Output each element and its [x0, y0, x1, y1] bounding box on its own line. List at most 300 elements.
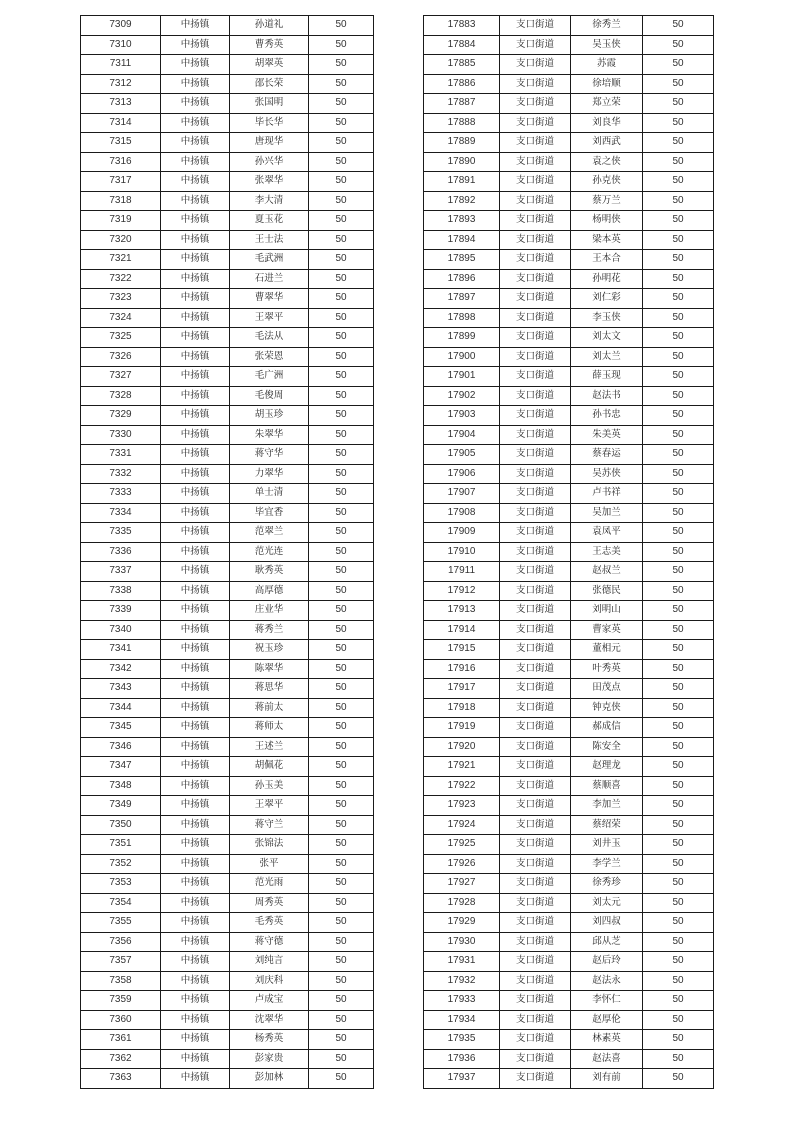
- town-cell: 支口街道: [500, 1069, 571, 1089]
- town-cell: 支口街道: [500, 854, 571, 874]
- name-cell: 郑立荣: [571, 94, 643, 114]
- town-cell: 中扬镇: [161, 581, 230, 601]
- table-row: [81, 854, 374, 874]
- name-cell: 杨秀英: [230, 1030, 309, 1050]
- name-cell: 赵法喜: [571, 1049, 643, 1069]
- town-cell: 中扬镇: [161, 250, 230, 270]
- amount-cell: 50: [309, 1069, 374, 1089]
- id-cell: 7357: [81, 952, 161, 972]
- id-cell: 17936: [424, 1049, 500, 1069]
- table-row: [81, 503, 374, 523]
- amount-cell: 50: [309, 601, 374, 621]
- table-row: [424, 562, 714, 582]
- table-row: [424, 328, 714, 348]
- table-row: [424, 484, 714, 504]
- id-cell: 17897: [424, 289, 500, 309]
- amount-cell: 50: [309, 308, 374, 328]
- town-cell: 支口街道: [500, 523, 571, 543]
- table-row: [81, 211, 374, 231]
- id-cell: 17914: [424, 620, 500, 640]
- id-cell: 17923: [424, 796, 500, 816]
- name-cell: 彭家贵: [230, 1049, 309, 1069]
- name-cell: 蒋守兰: [230, 815, 309, 835]
- town-cell: 支口街道: [500, 464, 571, 484]
- town-cell: 支口街道: [500, 620, 571, 640]
- id-cell: 7362: [81, 1049, 161, 1069]
- amount-cell: 50: [309, 737, 374, 757]
- town-cell: 支口街道: [500, 971, 571, 991]
- name-cell: 叶秀英: [571, 659, 643, 679]
- id-cell: 17928: [424, 893, 500, 913]
- name-cell: 赵法书: [571, 386, 643, 406]
- amount-cell: 50: [643, 328, 714, 348]
- amount-cell: 50: [643, 55, 714, 75]
- amount-cell: 50: [309, 328, 374, 348]
- table-row: [424, 991, 714, 1011]
- amount-cell: 50: [309, 289, 374, 309]
- id-cell: 17934: [424, 1010, 500, 1030]
- table-row: [81, 542, 374, 562]
- id-cell: 17925: [424, 835, 500, 855]
- name-cell: 梁本英: [571, 230, 643, 250]
- name-cell: 张平: [230, 854, 309, 874]
- town-cell: 支口街道: [500, 191, 571, 211]
- table-row: [81, 152, 374, 172]
- amount-cell: 50: [309, 211, 374, 231]
- town-cell: 支口街道: [500, 35, 571, 55]
- amount-cell: 50: [643, 386, 714, 406]
- town-cell: 中扬镇: [161, 757, 230, 777]
- town-cell: 中扬镇: [161, 55, 230, 75]
- table-row: [424, 932, 714, 952]
- name-cell: 徐秀兰: [571, 16, 643, 36]
- table-row: [424, 601, 714, 621]
- table-row: [81, 464, 374, 484]
- amount-cell: 50: [309, 796, 374, 816]
- id-cell: 7318: [81, 191, 161, 211]
- name-cell: 李玉侠: [571, 308, 643, 328]
- id-cell: 7313: [81, 94, 161, 114]
- town-cell: 支口街道: [500, 250, 571, 270]
- id-cell: 17892: [424, 191, 500, 211]
- amount-cell: 50: [643, 347, 714, 367]
- town-cell: 中扬镇: [161, 386, 230, 406]
- table-row: [424, 464, 714, 484]
- table-row: [81, 16, 374, 36]
- id-cell: 17931: [424, 952, 500, 972]
- amount-cell: 50: [643, 698, 714, 718]
- town-cell: 中扬镇: [161, 1049, 230, 1069]
- id-cell: 7349: [81, 796, 161, 816]
- id-cell: 7332: [81, 464, 161, 484]
- table-row: [81, 581, 374, 601]
- table-row: [81, 230, 374, 250]
- amount-cell: 50: [643, 172, 714, 192]
- town-cell: 中扬镇: [161, 347, 230, 367]
- town-cell: 中扬镇: [161, 328, 230, 348]
- table-row: [81, 1049, 374, 1069]
- id-cell: 7339: [81, 601, 161, 621]
- amount-cell: 50: [643, 523, 714, 543]
- name-cell: 单士清: [230, 484, 309, 504]
- id-cell: 7323: [81, 289, 161, 309]
- id-cell: 7334: [81, 503, 161, 523]
- name-cell: 张国明: [230, 94, 309, 114]
- table-row: [424, 542, 714, 562]
- name-cell: 刘有前: [571, 1069, 643, 1089]
- amount-cell: 50: [309, 94, 374, 114]
- name-cell: 钟克侠: [571, 698, 643, 718]
- table-row: [81, 952, 374, 972]
- amount-cell: 50: [643, 581, 714, 601]
- table-row: [424, 289, 714, 309]
- table-row: [424, 230, 714, 250]
- id-cell: 7351: [81, 835, 161, 855]
- name-cell: 苏霞: [571, 55, 643, 75]
- town-cell: 支口街道: [500, 952, 571, 972]
- town-cell: 中扬镇: [161, 308, 230, 328]
- town-cell: 中扬镇: [161, 601, 230, 621]
- table-row: [81, 971, 374, 991]
- name-cell: 卢书祥: [571, 484, 643, 504]
- name-cell: 沈翠华: [230, 1010, 309, 1030]
- name-cell: 蒋守华: [230, 445, 309, 465]
- table-row: [81, 679, 374, 699]
- name-cell: 陈翠华: [230, 659, 309, 679]
- town-cell: 支口街道: [500, 425, 571, 445]
- id-cell: 7328: [81, 386, 161, 406]
- id-cell: 17924: [424, 815, 500, 835]
- town-cell: 中扬镇: [161, 620, 230, 640]
- name-cell: 卢成宝: [230, 991, 309, 1011]
- amount-cell: 50: [309, 562, 374, 582]
- table-row: [424, 172, 714, 192]
- name-cell: 蒋思华: [230, 679, 309, 699]
- id-cell: 17929: [424, 913, 500, 933]
- town-cell: 中扬镇: [161, 152, 230, 172]
- name-cell: 毕宜香: [230, 503, 309, 523]
- name-cell: 王翠平: [230, 796, 309, 816]
- id-cell: 7315: [81, 133, 161, 153]
- town-cell: 支口街道: [500, 406, 571, 426]
- id-cell: 17915: [424, 640, 500, 660]
- town-cell: 支口街道: [500, 640, 571, 660]
- name-cell: 祝玉珍: [230, 640, 309, 660]
- id-cell: 7327: [81, 367, 161, 387]
- amount-cell: 50: [643, 1049, 714, 1069]
- table-row: [81, 250, 374, 270]
- amount-cell: 50: [643, 854, 714, 874]
- name-cell: 蒋师太: [230, 718, 309, 738]
- name-cell: 蔡万兰: [571, 191, 643, 211]
- amount-cell: 50: [643, 913, 714, 933]
- town-cell: 支口街道: [500, 367, 571, 387]
- town-cell: 中扬镇: [161, 484, 230, 504]
- name-cell: 赵叔兰: [571, 562, 643, 582]
- amount-cell: 50: [309, 932, 374, 952]
- name-cell: 耿秀英: [230, 562, 309, 582]
- table-row: [81, 308, 374, 328]
- table-row: [81, 835, 374, 855]
- id-cell: 7345: [81, 718, 161, 738]
- table-row: [424, 523, 714, 543]
- name-cell: 郝成信: [571, 718, 643, 738]
- table-row: [424, 35, 714, 55]
- table-row: [424, 445, 714, 465]
- amount-cell: 50: [309, 74, 374, 94]
- town-cell: 中扬镇: [161, 16, 230, 36]
- town-cell: 中扬镇: [161, 796, 230, 816]
- table-row: [81, 776, 374, 796]
- table-row: [424, 737, 714, 757]
- amount-cell: 50: [643, 503, 714, 523]
- name-cell: 张锦法: [230, 835, 309, 855]
- amount-cell: 50: [643, 230, 714, 250]
- town-cell: 支口街道: [500, 893, 571, 913]
- amount-cell: 50: [309, 835, 374, 855]
- amount-cell: 50: [309, 991, 374, 1011]
- id-cell: 7356: [81, 932, 161, 952]
- town-cell: 中扬镇: [161, 1069, 230, 1089]
- town-cell: 中扬镇: [161, 562, 230, 582]
- table-row: [424, 269, 714, 289]
- amount-cell: 50: [309, 913, 374, 933]
- table-row: [81, 757, 374, 777]
- amount-cell: 50: [309, 620, 374, 640]
- table-row: [424, 211, 714, 231]
- town-cell: 支口街道: [500, 347, 571, 367]
- id-cell: 7341: [81, 640, 161, 660]
- table-row: [81, 1069, 374, 1089]
- id-cell: 7359: [81, 991, 161, 1011]
- id-cell: 7353: [81, 874, 161, 894]
- id-cell: 17917: [424, 679, 500, 699]
- table-row: [81, 347, 374, 367]
- id-cell: 7335: [81, 523, 161, 543]
- name-cell: 刘太元: [571, 893, 643, 913]
- table-row: [81, 269, 374, 289]
- name-cell: 朱美英: [571, 425, 643, 445]
- amount-cell: 50: [309, 172, 374, 192]
- amount-cell: 50: [309, 464, 374, 484]
- amount-cell: 50: [309, 854, 374, 874]
- amount-cell: 50: [643, 1069, 714, 1089]
- name-cell: 王本合: [571, 250, 643, 270]
- name-cell: 高厚德: [230, 581, 309, 601]
- town-cell: 支口街道: [500, 776, 571, 796]
- amount-cell: 50: [309, 698, 374, 718]
- amount-cell: 50: [643, 620, 714, 640]
- amount-cell: 50: [309, 640, 374, 660]
- town-cell: 中扬镇: [161, 445, 230, 465]
- id-cell: 17890: [424, 152, 500, 172]
- amount-cell: 50: [309, 230, 374, 250]
- id-cell: 17893: [424, 211, 500, 231]
- town-cell: 支口街道: [500, 503, 571, 523]
- town-cell: 中扬镇: [161, 932, 230, 952]
- amount-cell: 50: [643, 445, 714, 465]
- town-cell: 中扬镇: [161, 113, 230, 133]
- id-cell: 17887: [424, 94, 500, 114]
- name-cell: 毛法从: [230, 328, 309, 348]
- id-cell: 7354: [81, 893, 161, 913]
- town-cell: 支口街道: [500, 211, 571, 231]
- town-cell: 中扬镇: [161, 289, 230, 309]
- name-cell: 毛俊周: [230, 386, 309, 406]
- town-cell: 中扬镇: [161, 172, 230, 192]
- id-cell: 17932: [424, 971, 500, 991]
- amount-cell: 50: [643, 113, 714, 133]
- id-cell: 7342: [81, 659, 161, 679]
- amount-cell: 50: [309, 523, 374, 543]
- id-cell: 17926: [424, 854, 500, 874]
- town-cell: 支口街道: [500, 1010, 571, 1030]
- name-cell: 张荣恩: [230, 347, 309, 367]
- name-cell: 孙明花: [571, 269, 643, 289]
- town-cell: 中扬镇: [161, 191, 230, 211]
- amount-cell: 50: [309, 503, 374, 523]
- id-cell: 17904: [424, 425, 500, 445]
- table-row: [424, 874, 714, 894]
- town-cell: 中扬镇: [161, 718, 230, 738]
- amount-cell: 50: [643, 1010, 714, 1030]
- amount-cell: 50: [643, 367, 714, 387]
- amount-cell: 50: [643, 971, 714, 991]
- id-cell: 17911: [424, 562, 500, 582]
- amount-cell: 50: [309, 1049, 374, 1069]
- table-row: [424, 1069, 714, 1089]
- table-row: [81, 932, 374, 952]
- table-row: [424, 835, 714, 855]
- amount-cell: 50: [643, 191, 714, 211]
- table-row: [81, 289, 374, 309]
- table-row: [81, 620, 374, 640]
- table-row: [81, 718, 374, 738]
- amount-cell: 50: [643, 659, 714, 679]
- id-cell: 7340: [81, 620, 161, 640]
- table-row: [81, 815, 374, 835]
- table-row: [81, 113, 374, 133]
- amount-cell: 50: [309, 55, 374, 75]
- name-cell: 孙书忠: [571, 406, 643, 426]
- amount-cell: 50: [643, 464, 714, 484]
- town-cell: 支口街道: [500, 698, 571, 718]
- table-row: [81, 386, 374, 406]
- id-cell: 7355: [81, 913, 161, 933]
- id-cell: 7329: [81, 406, 161, 426]
- name-cell: 蒋守德: [230, 932, 309, 952]
- amount-cell: 50: [309, 386, 374, 406]
- table-row: [424, 620, 714, 640]
- town-cell: 中扬镇: [161, 659, 230, 679]
- town-cell: 支口街道: [500, 484, 571, 504]
- name-cell: 林素英: [571, 1030, 643, 1050]
- table-row: [424, 1010, 714, 1030]
- name-cell: 刘太文: [571, 328, 643, 348]
- name-cell: 刘四叔: [571, 913, 643, 933]
- name-cell: 王志美: [571, 542, 643, 562]
- id-cell: 17919: [424, 718, 500, 738]
- table-row: [424, 757, 714, 777]
- id-cell: 17884: [424, 35, 500, 55]
- table-row: [424, 581, 714, 601]
- table-row: [424, 386, 714, 406]
- amount-cell: 50: [309, 1010, 374, 1030]
- name-cell: 董相元: [571, 640, 643, 660]
- town-cell: 支口街道: [500, 757, 571, 777]
- id-cell: 17910: [424, 542, 500, 562]
- table-row: [424, 250, 714, 270]
- amount-cell: 50: [643, 289, 714, 309]
- table-row: [81, 893, 374, 913]
- table-row: [424, 74, 714, 94]
- id-cell: 17937: [424, 1069, 500, 1089]
- town-cell: 中扬镇: [161, 913, 230, 933]
- id-cell: 17935: [424, 1030, 500, 1050]
- town-cell: 支口街道: [500, 172, 571, 192]
- table-row: [81, 328, 374, 348]
- id-cell: 17930: [424, 932, 500, 952]
- table-row: [424, 1049, 714, 1069]
- name-cell: 杨明侠: [571, 211, 643, 231]
- table-row: [81, 172, 374, 192]
- name-cell: 李学兰: [571, 854, 643, 874]
- table-row: [424, 679, 714, 699]
- name-cell: 刘仁彩: [571, 289, 643, 309]
- name-cell: 彭加林: [230, 1069, 309, 1089]
- id-cell: 7330: [81, 425, 161, 445]
- town-cell: 中扬镇: [161, 776, 230, 796]
- amount-cell: 50: [309, 269, 374, 289]
- name-cell: 吴苏侠: [571, 464, 643, 484]
- town-cell: 中扬镇: [161, 35, 230, 55]
- town-cell: 支口街道: [500, 679, 571, 699]
- amount-cell: 50: [309, 250, 374, 270]
- left-table: [80, 15, 374, 1089]
- name-cell: 刘明山: [571, 601, 643, 621]
- name-cell: 石进兰: [230, 269, 309, 289]
- amount-cell: 50: [643, 1030, 714, 1050]
- name-cell: 孙克侠: [571, 172, 643, 192]
- table-row: [81, 94, 374, 114]
- amount-cell: 50: [309, 874, 374, 894]
- amount-cell: 50: [309, 406, 374, 426]
- name-cell: 袁之侠: [571, 152, 643, 172]
- table-row: [424, 659, 714, 679]
- id-cell: 7331: [81, 445, 161, 465]
- id-cell: 17896: [424, 269, 500, 289]
- name-cell: 蒋秀兰: [230, 620, 309, 640]
- id-cell: 17908: [424, 503, 500, 523]
- table-row: [81, 659, 374, 679]
- right-table: [423, 15, 714, 1089]
- id-cell: 7320: [81, 230, 161, 250]
- id-cell: 7348: [81, 776, 161, 796]
- id-cell: 17918: [424, 698, 500, 718]
- id-cell: 17916: [424, 659, 500, 679]
- table-row: [424, 152, 714, 172]
- name-cell: 刘纯言: [230, 952, 309, 972]
- town-cell: 支口街道: [500, 269, 571, 289]
- town-cell: 中扬镇: [161, 523, 230, 543]
- name-cell: 刘庆科: [230, 971, 309, 991]
- amount-cell: 50: [309, 16, 374, 36]
- town-cell: 中扬镇: [161, 74, 230, 94]
- amount-cell: 50: [643, 874, 714, 894]
- table-row: [424, 308, 714, 328]
- table-row: [81, 445, 374, 465]
- id-cell: 7358: [81, 971, 161, 991]
